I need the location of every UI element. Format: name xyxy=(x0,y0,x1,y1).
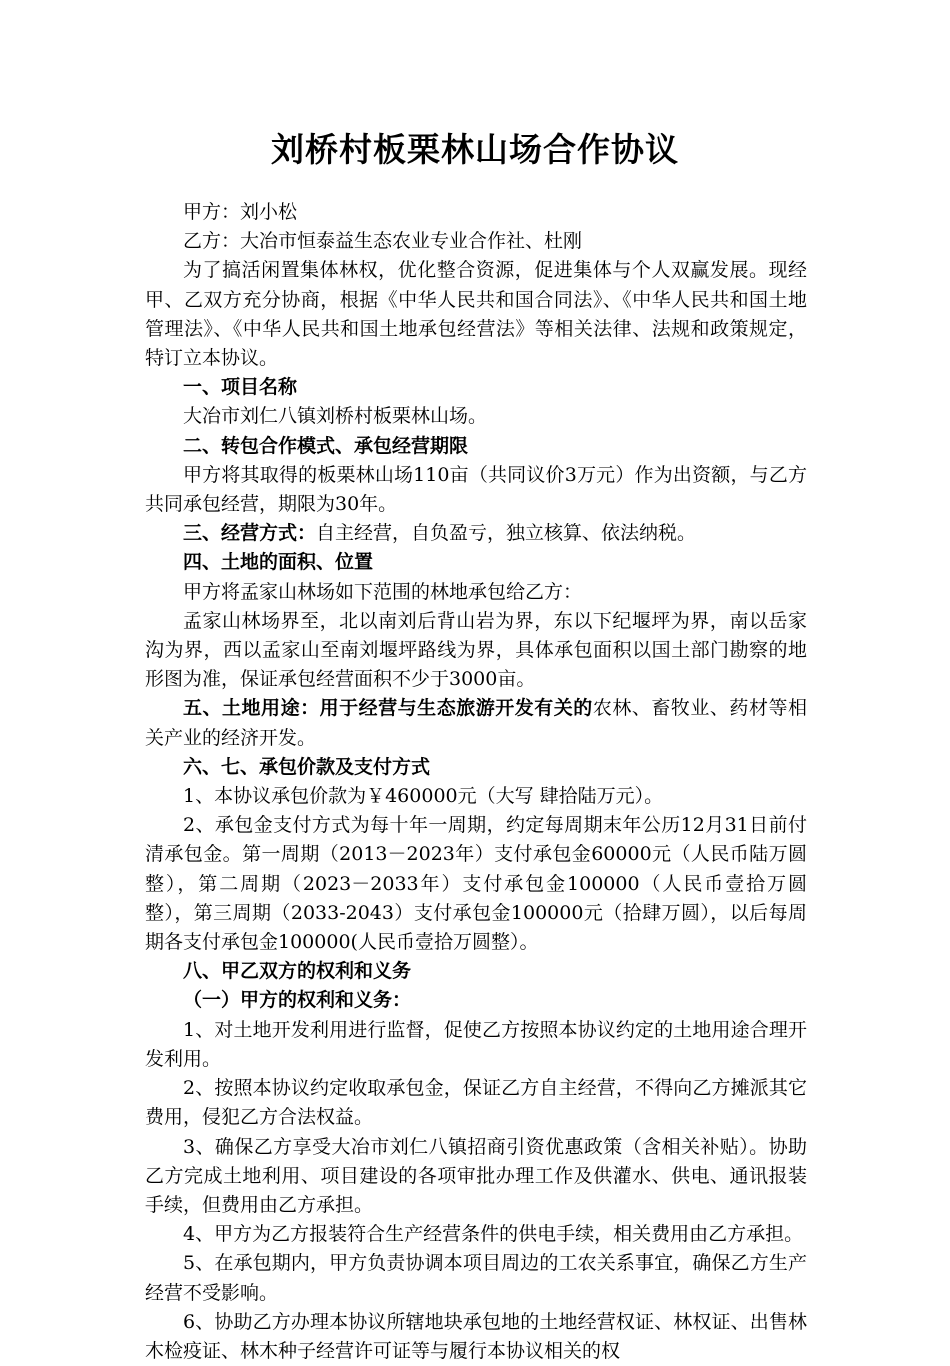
section-4-text-1: 甲方将孟家山林场如下范围的林地承包给乙方： xyxy=(183,580,583,603)
section-8-item-4: 4、甲方为乙方报装符合生产经营条件的供电手续，相关费用由乙方承担。 xyxy=(183,1223,804,1246)
section-1-heading: 一、项目名称 xyxy=(183,376,298,399)
section-8-item-6: 6、协助乙方办理本协议所辖地块承包地的土地经营权证、林权证、出售林木检疫证、林木种子经营许可证等与履行本协议相关的权 xyxy=(145,1310,807,1362)
section-5-heading: 五、土地用途：用于经营与生态旅游开发有关的 xyxy=(183,697,593,720)
party-b: 乙方：大冶市恒泰益生态农业专业合作社、杜刚 xyxy=(183,230,583,253)
section-4-text-2: 孟家山林场界至，北以南刘后背山岩为界，东以下纪堰坪为界，南以岳家沟为界，西以孟家山至南刘堰坪路线为界，具体承包面积以国土部门勘察的地形图为准，保证承包经营面积不少于3000亩。 xyxy=(145,609,807,691)
section-8-item-5: 5、在承包期内，甲方负责协调本项目周边的工农关系事宜，确保乙方生产经营不受影响。 xyxy=(145,1252,807,1304)
section-1-text: 大冶市刘仁八镇刘桥村板栗林山场。 xyxy=(183,405,488,428)
party-a: 甲方：刘小松 xyxy=(183,201,298,223)
section-3-heading: 三、经营方式： xyxy=(183,522,317,545)
section-4-heading: 四、土地的面积、位置 xyxy=(183,551,374,574)
section-8-item-3: 3、确保乙方享受大冶市刘仁八镇招商引资优惠政策（含相关补贴）。协助乙方完成土地利用、项目建设的各项审批办理工作及供灌水、供电、通讯报装手续，但费用由乙方承担。 xyxy=(145,1135,807,1216)
section-6-item-1: 1、本协议承包价款为￥460000元（大写 肆拾陆万元）。 xyxy=(183,785,664,808)
section-2-text: 甲方将其取得的板栗林山场110亩（共同议价3万元）作为出资额，与乙方共同承包经营，期限为30年。 xyxy=(145,463,807,516)
document-title: 刘桥村板栗林山场合作协议 xyxy=(271,130,679,169)
section-6-item-2: 2、承包金支付方式为每十年一周期，约定每周期末年公历12月31日前付清承包金。第一周期（2013－2023年）支付承包金60000元（人民币陆万圆整），第二周期（2023－2033年）支付承包金100000（人民币壹拾万圆整），第三周期（2033-2043）支付承包金100000元（拾肆万圆），以后每周期各支付承包金100000(人民币壹拾万圆整）。 xyxy=(145,814,807,954)
section-3-text: 自主经营，自负盈亏，独立核算、依法纳税。 xyxy=(316,522,697,545)
section-8-item-2: 2、按照本协议约定收取承包金，保证乙方自主经营，不得向乙方摊派其它费用，侵犯乙方合法权益。 xyxy=(145,1077,807,1129)
section-8-item-1: 1、对土地开发利用进行监督，促使乙方按照本协议约定的土地用途合理开发利用。 xyxy=(145,1018,807,1070)
section-6-heading: 六、七、承包价款及支付方式 xyxy=(183,755,431,778)
section-5-text: 农林、畜牧业、药材等相关产业的经济开发。 xyxy=(145,697,807,749)
section-3 xyxy=(145,519,807,548)
intro-paragraph: 为了搞活闲置集体林权，优化整合资源，促进集体与个人双赢发展。现经甲、乙双方充分协商，根据《中华人民共和国合同法》、《中华人民共和国土地管理法》、《中华人民共和国土地承包经营法》等相关法律、法规和政策规定，特订立本协议。 xyxy=(145,259,807,370)
section-8-heading: 八、甲乙双方的权利和义务 xyxy=(183,960,412,983)
document-body xyxy=(145,198,807,1366)
section-2-heading: 二、转包合作模式、承包经营期限 xyxy=(183,434,469,457)
section-5 xyxy=(145,694,807,752)
section-8-subheading: （一）甲方的权利和义务： xyxy=(183,989,412,1012)
